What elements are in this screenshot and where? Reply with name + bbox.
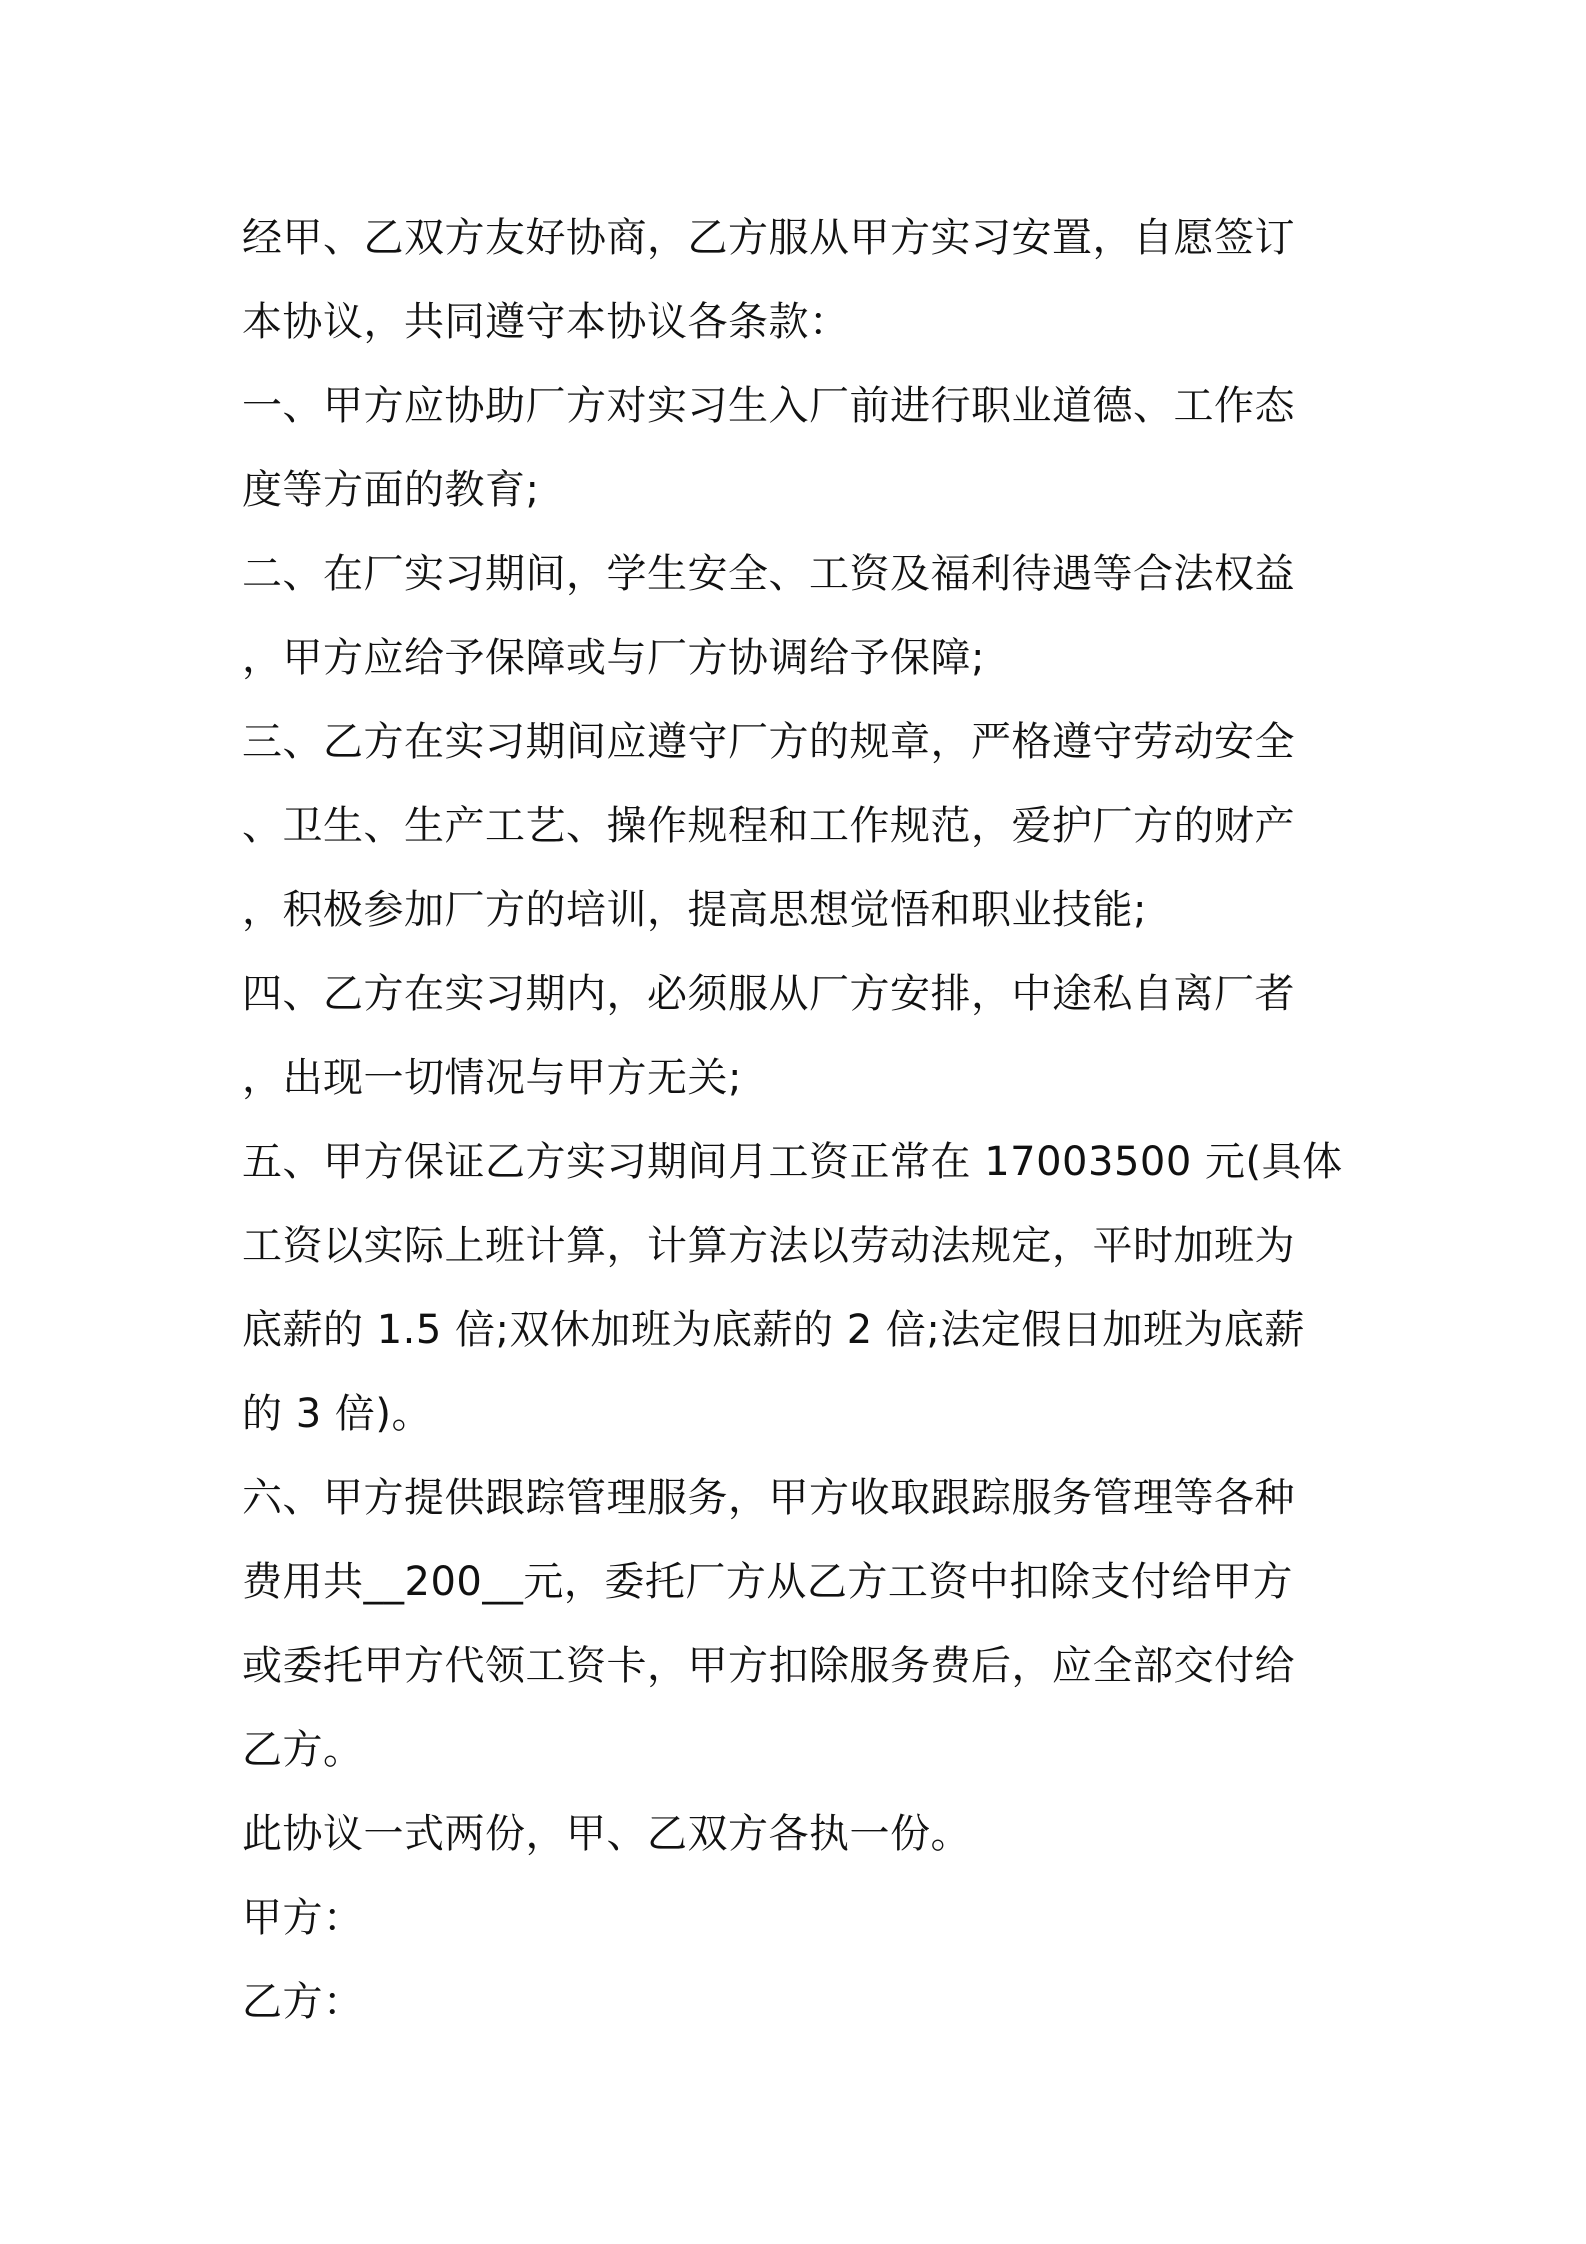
clause-5-line-4: 的 3 倍)。 xyxy=(242,1391,432,1437)
copies-statement: 此协议一式两份，甲、乙双方各执一份。 xyxy=(242,1811,971,1857)
clause-6-line-1: 六、甲方提供跟踪管理服务，甲方收取跟踪服务管理等各种 xyxy=(242,1475,1295,1521)
clause-6-line-3: 或委托甲方代领工资卡，甲方扣除服务费后，应全部交付给 xyxy=(242,1643,1295,1689)
intro-line-2: 本协议，共同遵守本协议各条款： xyxy=(242,299,850,345)
clause-1-line-1: 一、甲方应协助厂方对实习生入厂前进行职业道德、工作态 xyxy=(242,383,1295,429)
intro-line-1: 经甲、乙双方友好协商，乙方服从甲方实习安置，自愿签订 xyxy=(242,215,1295,261)
clause-3-line-2: 、卫生、生产工艺、操作规程和工作规范，爱护厂方的财产 xyxy=(242,803,1295,849)
agreement-body xyxy=(242,196,1362,2044)
clause-2-line-2: ，甲方应给予保障或与厂方协调给予保障; xyxy=(242,635,985,681)
clause-1-line-2: 度等方面的教育; xyxy=(242,467,540,513)
clause-5-line-2: 工资以实际上班计算，计算方法以劳动法规定，平时加班为 xyxy=(242,1223,1295,1269)
clause-3-line-1: 三、乙方在实习期间应遵守厂方的规章，严格遵守劳动安全 xyxy=(242,719,1295,765)
clause-5-line-3: 底薪的 1.5 倍;双休加班为底薪的 2 倍;法定假日加班为底薪 xyxy=(242,1307,1305,1353)
clause-3-line-3: ，积极参加厂方的培训，提高思想觉悟和职业技能; xyxy=(242,887,1147,933)
clause-2-line-1: 二、在厂实习期间，学生安全、工资及福利待遇等合法权益 xyxy=(242,551,1295,597)
clause-4-line-2: ，出现一切情况与甲方无关; xyxy=(242,1055,742,1101)
clause-6-line-2: 费用共__200__元，委托厂方从乙方工资中扣除支付给甲方 xyxy=(242,1559,1293,1605)
clause-6-line-4: 乙方。 xyxy=(242,1727,364,1773)
party-b-signature-label: 乙方： xyxy=(242,1979,364,2025)
party-a-signature-label: 甲方： xyxy=(242,1895,364,1941)
clause-4-line-1: 四、乙方在实习期内，必须服从厂方安排，中途私自离厂者 xyxy=(242,971,1295,1017)
clause-5-line-1: 五、甲方保证乙方实习期间月工资正常在 17003500 元(具体 xyxy=(242,1139,1343,1185)
